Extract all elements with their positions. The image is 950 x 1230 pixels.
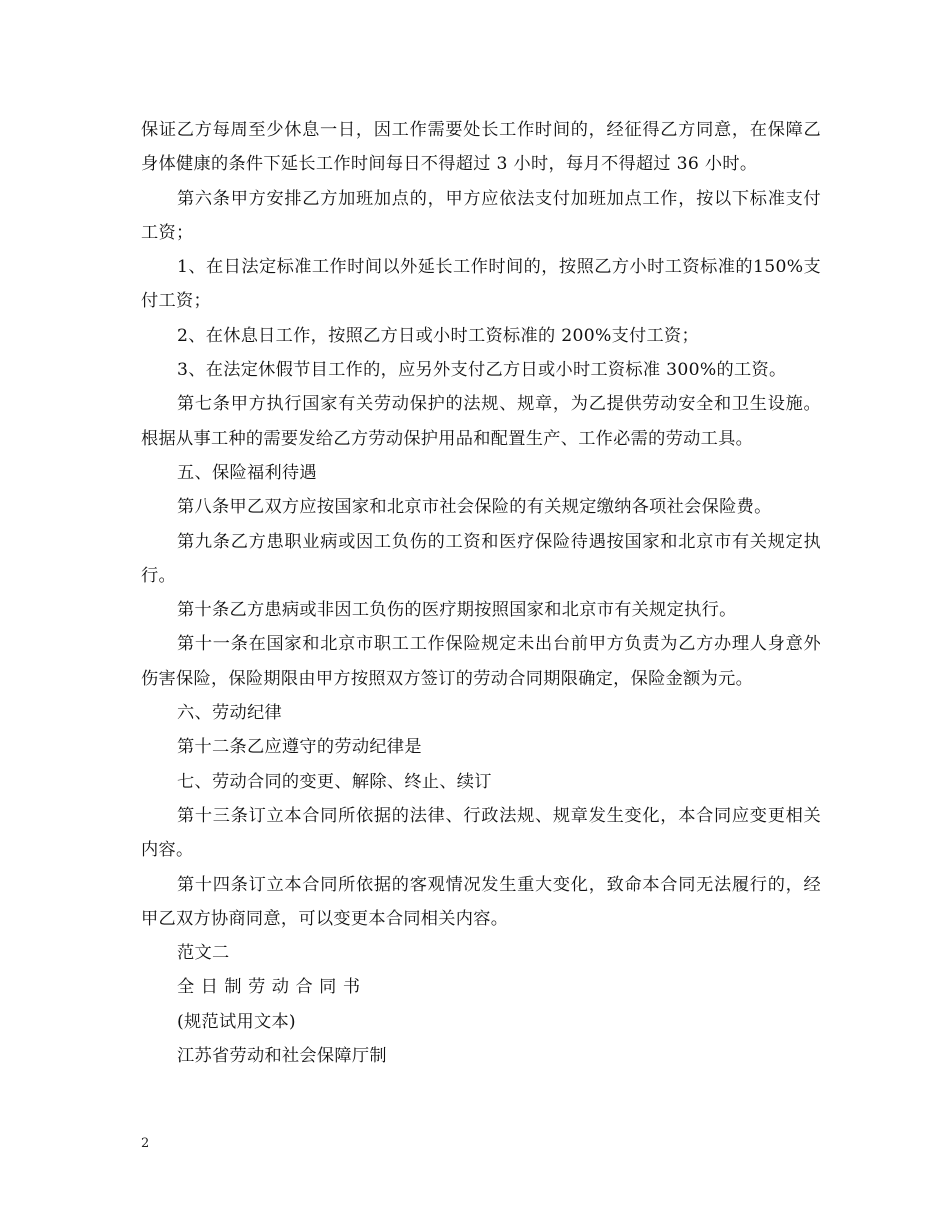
paragraph-article-7: 第七条甲方执行国家有关劳动保护的法规、规章，为乙提供劳动安全和卫生设施。根据从事工种的需要发给乙方劳动保护用品和配置生产、工作必需的劳动工具。 [141,394,821,449]
paragraph-rest-days: 保证乙方每周至少休息一日，因工作需要处长工作时间的，经征得乙方同意，在保障乙身体健康的条件下延长工作时间每日不得超过 3 小时，每月不得超过 36 小时。 [141,120,821,175]
paragraph-overtime-item-1: 1、在日法定标准工作时间以外延长工作时间的，按照乙方小时工资标准的150%支付工资； [141,257,821,312]
paragraph-article-12: 第十二条乙应遵守的劳动纪律是 [177,737,422,758]
paragraph-article-14: 第十四条订立本合同所依据的客观情况发生重大变化，致命本合同无法履行的，经甲乙双方协商同意，可以变更本合同相关内容。 [141,874,821,929]
contract-subtitle: (规范试用文本) [177,1011,296,1032]
section-heading-insurance: 五、保险福利待遇 [177,462,317,483]
contract-title: 全日制劳动合同书 [177,977,367,998]
paragraph-article-9: 第九条乙方患职业病或因工负伤的工资和医疗保险待遇按国家和北京市有关规定执行。 [141,531,821,586]
paragraph-article-6: 第六条甲方安排乙方加班加点的，甲方应依法支付加班加点工作，按以下标准支付工资； [141,188,821,243]
paragraph-article-8: 第八条甲乙双方应按国家和北京市社会保险的有关规定缴纳各项社会保险费。 [177,497,772,518]
paragraph-overtime-item-3: 3、在法定休假节目工作的，应另外支付乙方日或小时工资标准 300%的工资。 [177,360,787,381]
paragraph-article-11: 第十一条在国家和北京市职工工作保险规定未出台前甲方负责为乙方办理人身意外伤害保险，保险期限由甲方按照双方签订的劳动合同期限确定，保险金额为元。 [141,634,821,689]
paragraph-overtime-item-2: 2、在休息日工作，按照乙方日或小时工资标准的 200%支付工资； [177,325,700,346]
sample-heading: 范文二 [177,943,230,964]
document-body [141,113,821,1073]
section-heading-contract-changes: 七、劳动合同的变更、解除、终止、续订 [177,771,492,792]
paragraph-article-10: 第十条乙方患病或非因工负伤的医疗期按照国家和北京市有关规定执行。 [177,600,737,621]
page-number: 2 [141,1136,150,1151]
issuing-authority: 江苏省劳动和社会保障厅制 [177,1046,387,1067]
paragraph-article-13: 第十三条订立本合同所依据的法律、行政法规、规章发生变化，本合同应变更相关内容。 [141,805,821,861]
section-heading-discipline: 六、劳动纪律 [177,703,282,724]
